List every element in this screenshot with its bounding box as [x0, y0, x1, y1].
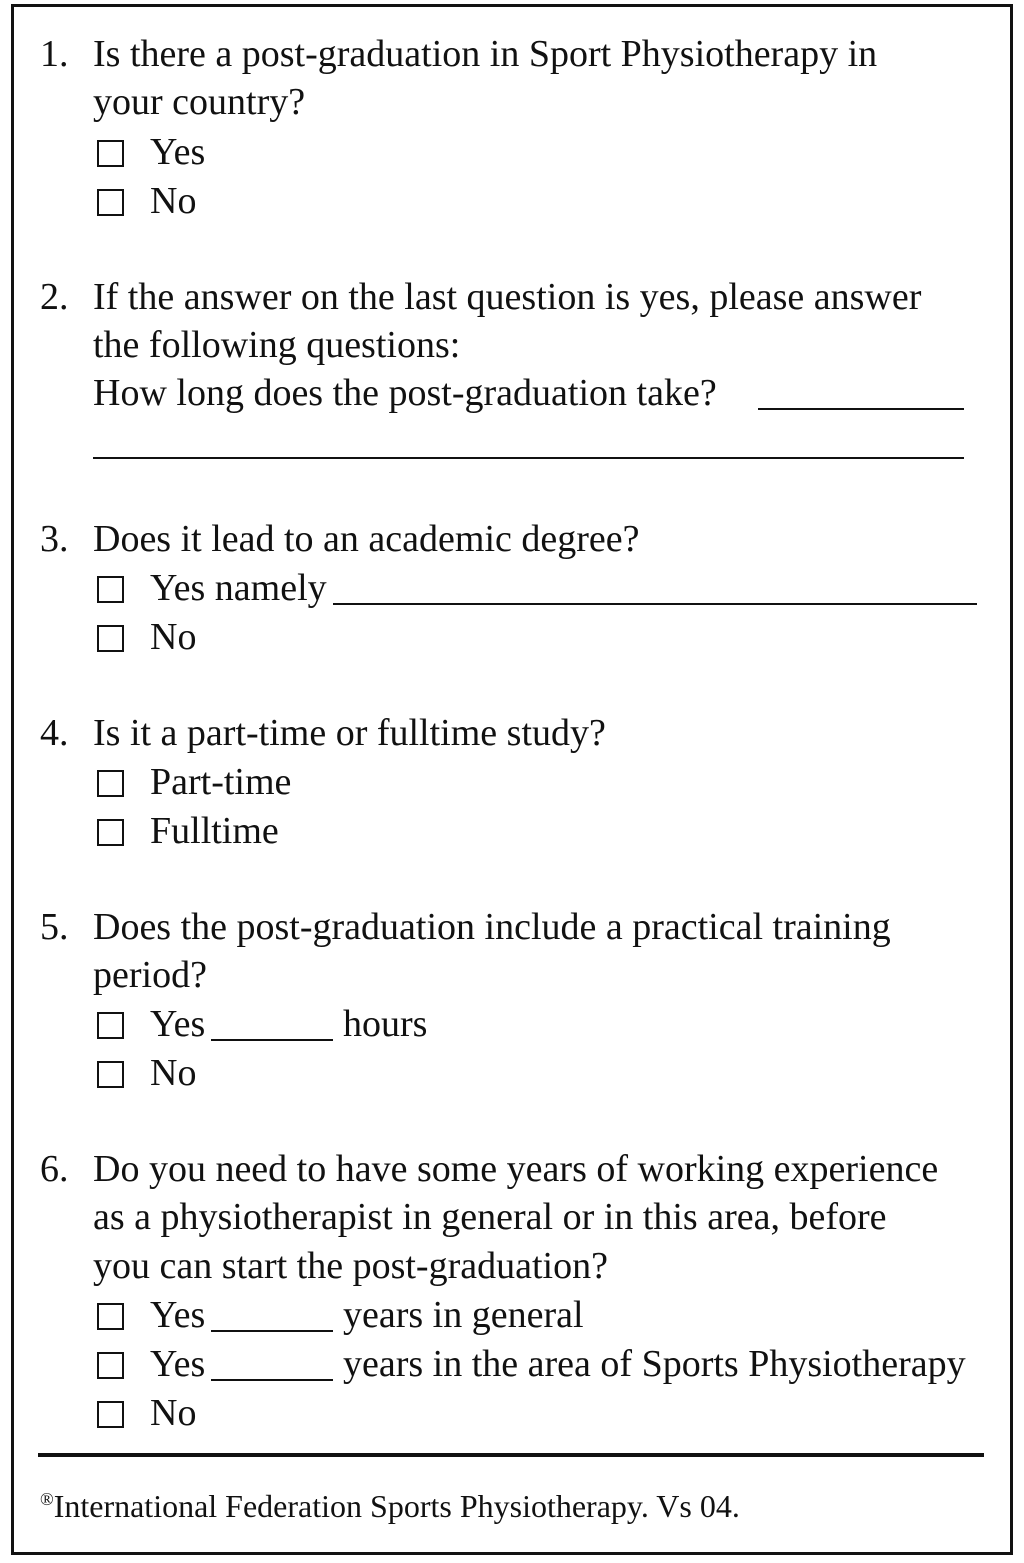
option-label: No — [150, 1392, 197, 1434]
question-number: 2. — [40, 276, 69, 318]
question-text: How long does the post-graduation take? — [93, 372, 717, 414]
question-text: Is there a post-graduation in Sport Physiotherapy in — [93, 33, 878, 75]
registered-mark: ® — [40, 1489, 54, 1509]
question-text: Does the post-graduation include a practical training — [93, 906, 891, 948]
q6-years-area-line[interactable] — [211, 1379, 333, 1381]
q2-answer-line[interactable] — [758, 408, 964, 410]
q4-part-time-checkbox[interactable] — [97, 770, 124, 797]
question-text: Do you need to have some years of working experience — [93, 1148, 939, 1190]
footer-text: International Federation Sports Physiotherapy. Vs 04. — [53, 1488, 740, 1524]
q1-no-checkbox[interactable] — [97, 189, 124, 216]
option-label: Yes — [150, 131, 206, 173]
q5-hours-line[interactable] — [211, 1039, 333, 1041]
question-number: 6. — [40, 1148, 69, 1190]
option-label: Yes — [150, 1343, 206, 1385]
question-text: Does it lead to an academic degree? — [93, 518, 640, 560]
q2-answer-line-2[interactable] — [93, 457, 964, 459]
option-label: Yes namely — [150, 567, 327, 609]
q5-yes-checkbox[interactable] — [97, 1012, 124, 1039]
question-number: 5. — [40, 906, 69, 948]
q1-yes-checkbox[interactable] — [97, 140, 124, 167]
question-number: 4. — [40, 712, 69, 754]
q6-no-checkbox[interactable] — [97, 1401, 124, 1428]
question-text: as a physiotherapist in general or in this area, before — [93, 1196, 887, 1238]
question-text: the following questions: — [93, 324, 461, 366]
option-suffix: years in general — [343, 1294, 584, 1336]
question-text: your country? — [93, 81, 306, 123]
option-label: No — [150, 1052, 197, 1094]
question-number: 3. — [40, 518, 69, 560]
option-label: Yes — [150, 1294, 206, 1336]
q3-yes-checkbox[interactable] — [97, 576, 124, 603]
q3-degree-line[interactable] — [333, 603, 977, 605]
footer — [40, 1477, 740, 1528]
question-text: you can start the post-graduation? — [93, 1245, 608, 1287]
option-label: Fulltime — [150, 810, 279, 852]
q4-fulltime-checkbox[interactable] — [97, 819, 124, 846]
q5-no-checkbox[interactable] — [97, 1061, 124, 1088]
question-number: 1. — [40, 33, 69, 75]
q6-years-general-line[interactable] — [211, 1330, 333, 1332]
question-text: Is it a part-time or fulltime study? — [93, 712, 606, 754]
q3-no-checkbox[interactable] — [97, 625, 124, 652]
q6-yes-general-checkbox[interactable] — [97, 1303, 124, 1330]
option-label: No — [150, 616, 197, 658]
question-text: period? — [93, 954, 207, 996]
option-label: No — [150, 180, 197, 222]
option-label: Yes — [150, 1003, 206, 1045]
q6-yes-area-checkbox[interactable] — [97, 1352, 124, 1379]
question-text: If the answer on the last question is yes, please answer — [93, 276, 922, 318]
option-suffix: hours — [343, 1003, 428, 1045]
option-label: Part-time — [150, 761, 292, 803]
footer-divider — [38, 1453, 984, 1457]
option-suffix: years in the area of Sports Physiotherapy — [343, 1343, 966, 1385]
